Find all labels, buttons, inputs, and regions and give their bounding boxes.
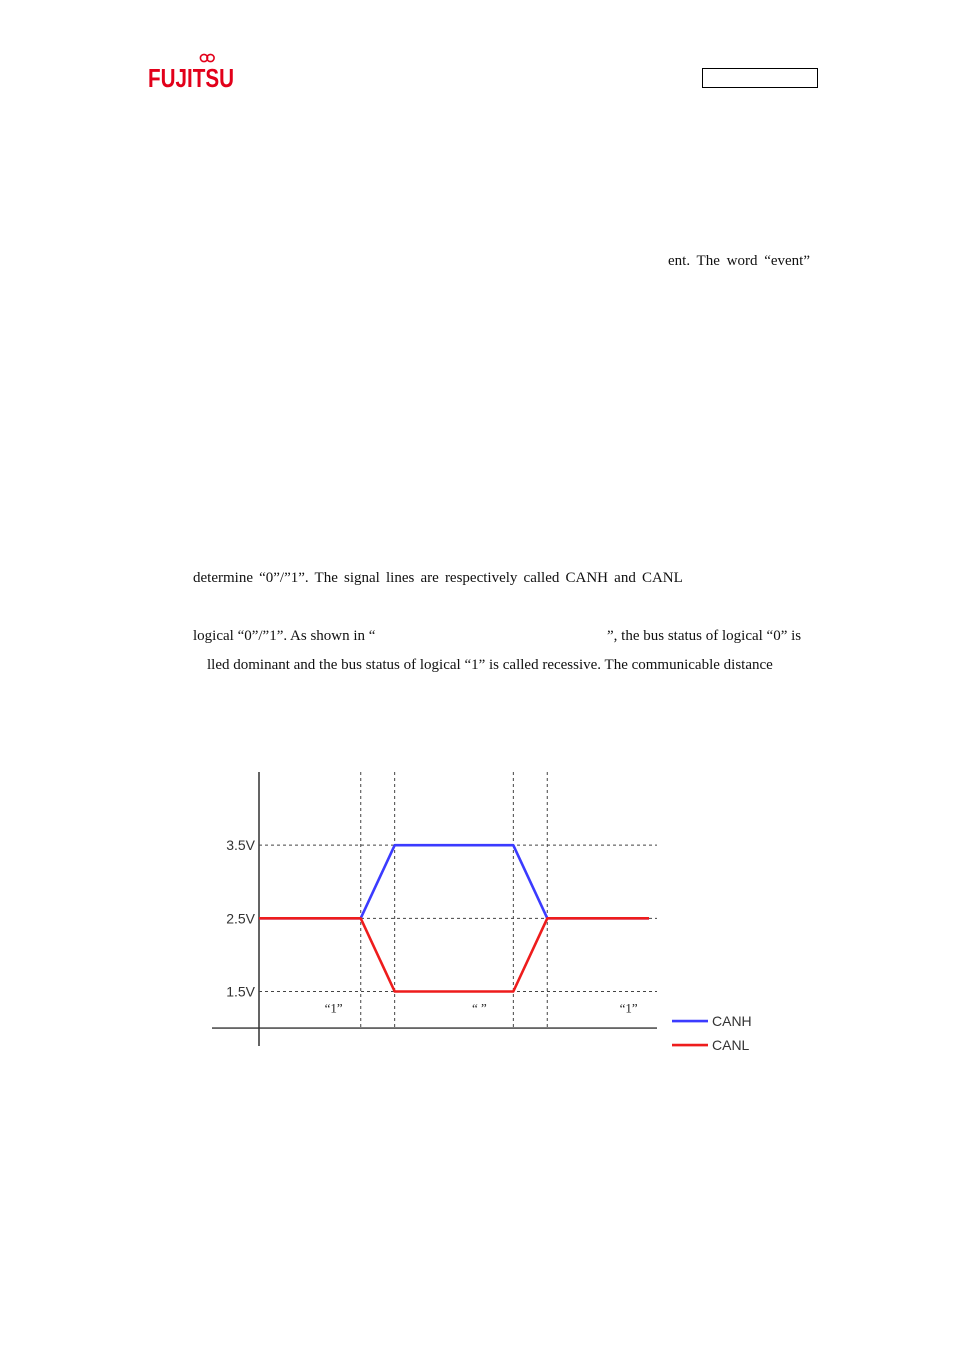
can-bus-voltage-chart: [204, 762, 764, 1054]
fujitsu-logo: [146, 52, 238, 96]
body-text-line-2: determine “0”/”1”. The signal lines are respectively called CANH and CANL: [193, 570, 683, 586]
series-line-canh: [259, 845, 649, 918]
legend-label-canl: CANL: [712, 1037, 750, 1054]
y-tick-label-1: 2.5V: [226, 910, 255, 927]
state-label-2: “1”: [619, 1000, 638, 1016]
chart-svg: [204, 762, 764, 1054]
logo-wordmark: FUJITSU: [148, 63, 234, 93]
legend-label-canh: CANH: [712, 1013, 752, 1030]
y-tick-label-0: 3.5V: [226, 837, 255, 854]
body-text-line-3-right: ”, the bus status of logical “0” is: [607, 628, 802, 644]
document-number-box: [702, 68, 818, 88]
y-tick-label-2: 1.5V: [226, 983, 255, 1000]
body-text-line-3-left: logical “0”/”1”. As shown in “: [193, 628, 376, 644]
body-text-line-4: lled dominant and the bus status of logical “1” is called recessive. The communicable distance: [207, 657, 773, 673]
body-text-line-1: ent. The word “event”: [668, 253, 811, 269]
state-label-1: “ ”: [472, 1000, 487, 1016]
series-line-canl: [259, 918, 649, 991]
state-label-0: “1”: [324, 1000, 343, 1016]
